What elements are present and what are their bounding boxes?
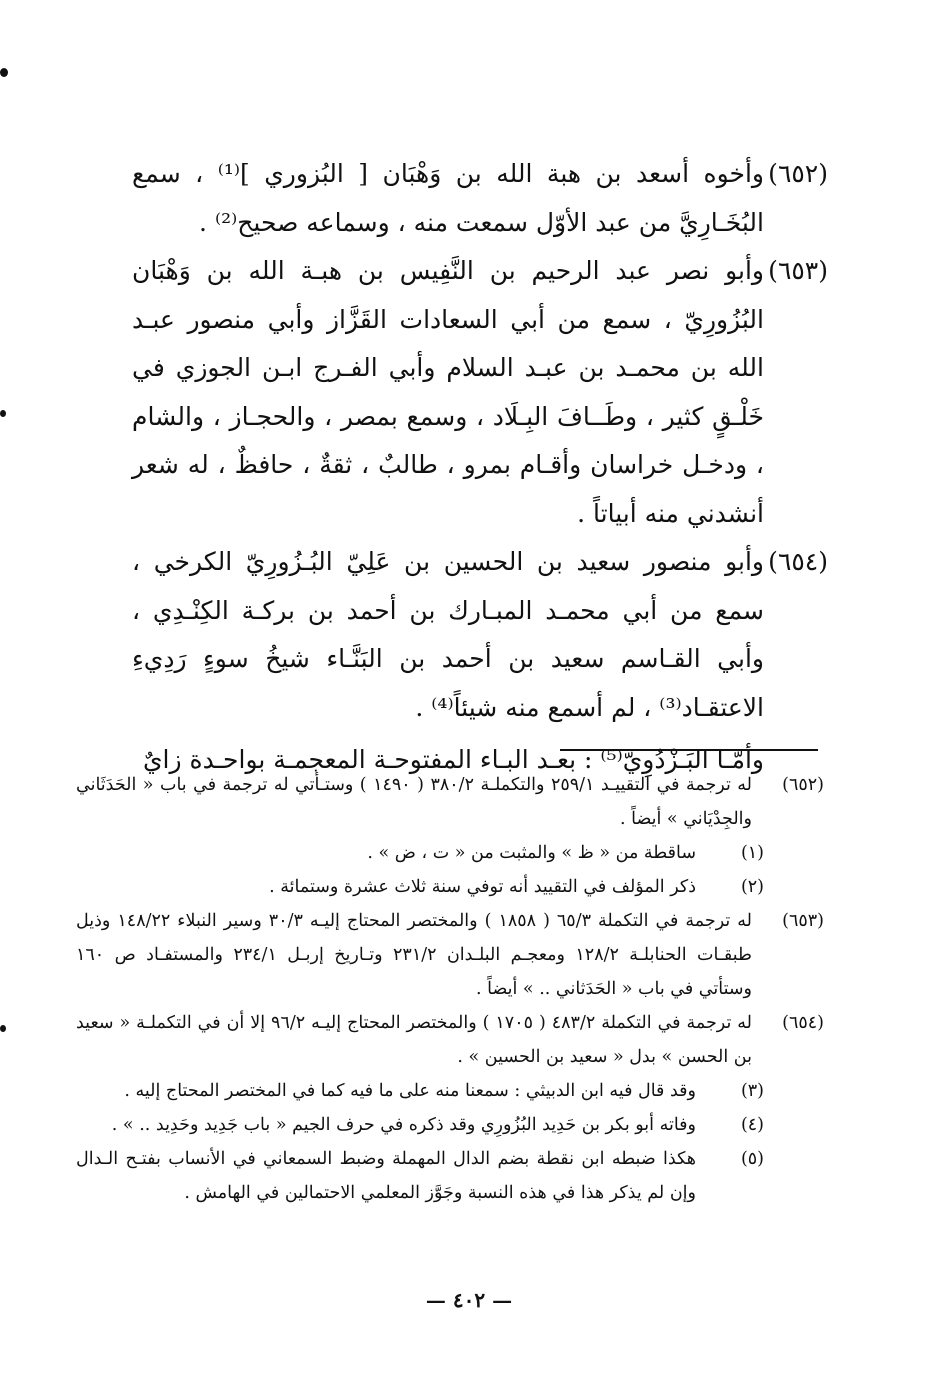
footnote — [76, 1108, 824, 1142]
footnote-text: ساقطة من « ظ » والمثبت من « ت ، ض » . — [367, 843, 696, 863]
footnote — [76, 1006, 824, 1074]
footnote-text: وفاته أبو بكر بن حَدِيد البُزُورِي وقد ذكره في حرف الجيم « باب جَدِيد وحَدِيد .. » . — [111, 1115, 696, 1135]
footnote-number: (٥) — [740, 1149, 764, 1169]
entry-number: (٦٥٣) — [768, 256, 828, 285]
footnote-text: وقد قال فيه ابن الدبيثي : سمعنا منه على ما فيه كما في المختصر المحتاج إليه . — [124, 1081, 696, 1101]
footnote-number: (٦٥٤) — [782, 1013, 824, 1033]
footnote — [76, 768, 824, 836]
footnote-text: ذكر المؤلف في التقييد أنه توفي سنة ثلاث عشرة وستمائة . — [269, 877, 696, 897]
footnote-number: (٤) — [740, 1115, 764, 1135]
entry-text: وأبو نصر عبد الرحيم بن النَّفِيس بن هبـة الله بن وَهْبَان البُزُورِيّ ، سمع من أبي السعادات القَزَّاز وأبي منصور عبـد الله بن محمـد بن عبـد السلام وأبي الفـرج ابـن الجوزي في خَلْـقٍ كثير ، وطَــافَ البِـلَاد ، وسمع بمصر ، والحجـاز ، والشام ، ودخـل خراسان وأقـام بمرو ، طالبٌ ، ثقةٌ ، حافظٌ ، له شعر أنشدني منه أبياتاً . — [132, 256, 764, 528]
footnote-text: له ترجمة في التقييـد ٢٥٩/١ والتكملـة ٣٨٠/٢ ( ١٤٩٠ ) وستـأتي له ترجمة في باب « الحَدَثَاني والجِدْيَاني » أيضاً . — [76, 775, 753, 829]
footnote-number: (٢) — [740, 877, 764, 897]
footnote-number: (١) — [740, 843, 764, 863]
entry-number: (٦٥٤) — [768, 547, 828, 576]
footnote — [76, 1142, 824, 1210]
entry-653 — [132, 247, 828, 538]
entry-number: (٦٥٢) — [768, 159, 828, 188]
margin-mark — [0, 1025, 6, 1032]
footnote-number: (٣) — [740, 1081, 764, 1101]
footnote-text: له ترجمة في التكملة ٤٨٣/٢ ( ١٧٠٥ ) والمختصر المحتاج إليـه ٩٦/٢ إلا أن في التكملـة « سعيد بن الحسن » بدل « سعيد بن الحسين » . — [76, 1013, 752, 1067]
footnote-text: هكذا ضبطه ابن نقطة بضم الدال المهملة وضبط السمعاني في الأنساب بفتـح الـدال وإن لم يذكر هذا في هذه النسبة وجَوَّز المعلمي الاحتمالين في الهامش . — [76, 1149, 696, 1203]
main-text — [132, 150, 828, 785]
entry-text: وأخوه أسعد بن هبة الله بن وَهْبَان [ البُزوري ]⁽¹⁾ ، سمع البُخَـارِيَّ من عبد الأوّل سمعت منه ، وسماعه صحيح⁽²⁾ . — [132, 159, 764, 237]
margin-mark — [0, 68, 8, 77]
page-number: — ٤٠٢ — — [425, 1288, 513, 1312]
footnote-number: (٦٥٣) — [782, 911, 824, 931]
footnote-separator — [560, 749, 818, 751]
entry-text: وأبو منصور سعيد بن الحسين بن عَلِيّ البُـزُورِيّ الكرخي ، سمع من أبي محمـد المبـارك بن أحمد بن بركـة الكِنْـدِي ، وأبي القـاسم سعيد بن أحمد بن البَنَّـاء شيخُ سوءٍ رَدِيءِ الاعتقـاد⁽³⁾ ، لم أسمع منه شيئاً⁽⁴⁾ . — [132, 547, 764, 722]
footnotes — [76, 768, 824, 1210]
closing-line: وأمّـا البَـزْدُوِيّ⁽⁵⁾ : بعـد البـاء المفتوحـة المعجمـة بواحـدة زايٌ — [142, 745, 764, 774]
footnote — [76, 836, 824, 870]
footnote — [76, 870, 824, 904]
entry-652 — [132, 150, 828, 247]
footnote-text: له ترجمة في التكملة ٦٥/٣ ( ١٨٥٨ ) والمختصر المحتاج إليـه ٣٠/٣ وسير النبلاء ١٤٨/٢٢ وذيل طبقـات الحنابلـة ١٢٨/٢ ومعجـم البلـدان ٢٣١/٢ وتـاريخ إربـل ٢٣٤/١ والمستفـاد ص ١٦٠ وستأتي في باب « الحَدَثاني .. » أيضاً . — [76, 911, 752, 999]
footnote — [76, 904, 824, 1006]
entry-654 — [132, 538, 828, 732]
margin-mark — [0, 410, 6, 417]
footnote — [76, 1074, 824, 1108]
footnote-number: (٦٥٢) — [782, 775, 824, 795]
